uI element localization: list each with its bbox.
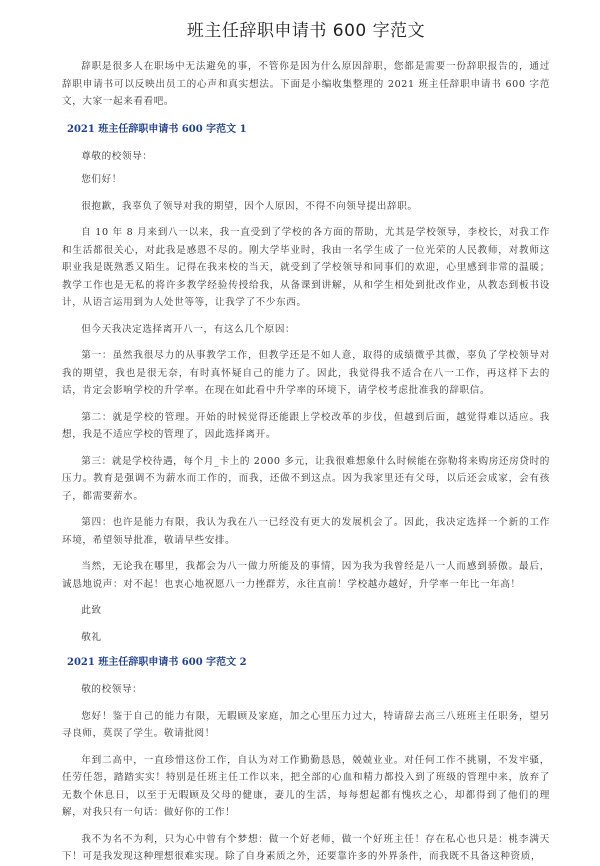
intro-paragraph: 辞职是很多人在职场中无法避免的事，不管你是因为什么原因辞职，您都是需要一份辞职报告的，通过辞职申请书可以反映出员工的心声和真实想法。下面是小编收集整理的 2021 班主任辞职申请书 600 字范文，大家一起来看看吧。 <box>62 61 550 107</box>
document-title: 班主任辞职申请书 600 字范文 <box>186 21 426 41</box>
body-paragraph: 第二：就是学校的管理。开始的时候觉得还能跟上学校改革的步伐，但越到后面，越觉得难以适应。我想，我是不适应学校的管理了，因此选择离开。 <box>62 411 550 440</box>
section-1-heading: 2021 班主任辞职申请书 600 字范文 1 <box>67 123 247 135</box>
salutation: 尊敬的校领导： <box>81 150 153 162</box>
body-paragraph: 第四：也许是能力有限，我认为我在八一已经没有更大的发展机会了。因此，我决定选择一个新的工作环境，希望领导批准，敬请早些安排。 <box>62 517 550 546</box>
closing-line: 敬礼 <box>81 631 102 643</box>
body-paragraph: 第一：虽然我很尽力的从事教学工作，但教学还是不如人意，取得的成绩微乎其微，辜负了学校领导对我的期望，我也是很无奈，有时真怀疑自己的能力了。因此，我觉得我不适合在八一工作，再这样下去的话，肯定会影响学校的升学率。在现在如此看中升学率的环境下，请学校考虑批准我的辞职信。 <box>62 350 550 396</box>
closing-line: 此致 <box>81 605 102 616</box>
section-2-heading: 2021 班主任辞职申请书 600 字范文 2 <box>67 657 247 668</box>
salutation: 敬的校领导： <box>81 684 143 695</box>
body-paragraph: 当然，无论我在哪里，我都会为八一做力所能及的事情，因为我为我曾经是八一人而感到骄傲。最后，诚恳地说声：对不起！也衷心地祝愿八一力挫群芳，永往直前！学校越办越好，升学率一年比一年高！ <box>62 561 550 590</box>
body-paragraph: 您好！鉴于自己的能力有限，无暇顾及家庭，加之心里压力过大，特请辞去高三八班班主任职务，望另寻良师，莫误了学生。敬请批阅！ <box>62 710 550 739</box>
body-paragraph: 年到二高中，一直珍惜这份工作，自认为对工作勤勤恳恳，兢兢业业。对任何工作不挑剔，不发牢骚，任劳任怨，踏踏实实！特别是任班主任工作以来，把全部的心血和精力都投入到了班级的管理中来，放弃了无数个休息日，以至于无暇顾及父母的健康，妻儿的生活，每每想起都有愧疚之心，却都得到了他们的理解，对我只有一句话：做好你的工作！ <box>62 754 550 818</box>
body-paragraph: 第三：就是学校待遇，每个月_卡上的 2000 多元，让我很难想象什么时候能在弥勒将来购房还房贷时的压力。教育是强调不为薪水而工作的，而我，还做不到这点。因为我家里还有父母，以后还会成家，会有孩子，都需要薪水。 <box>62 455 550 502</box>
greeting: 您们好！ <box>81 174 122 185</box>
body-paragraph: 很抱歉，我辜负了领导对我的期望，因个人原因，不得不向领导提出辞职。 <box>81 200 418 212</box>
body-paragraph: 我不为名不为利，只为心中曾有个梦想：做一个好老师，做一个好班主任！存在私心也只是：桃李满天下！可是我发现这种理想很难实现。除了自身素质之外，还要靠许多的外界条件，而我既不具备这种资质， <box>62 833 550 862</box>
body-paragraph: 自 10 年 8 月来到八一以来，我一直受到了学校的各方面的帮助，尤其是学校领导，李校长，对我工作和生活都很关心，对此我是感恩不尽的。刚大学毕业时，我由一名学生成了一位光荣的人民教师，对教师这职业我是既熟悉又陌生。记得在我来校的当天，就受到了学校领导和同事们的欢迎，心里感到非常的温暖；教学工作也是无私的将许多教学经验传授给我，从备课到讲解，从和学生相处到批改作业，从教态到板书设计，从语言运用到为人处世等等，让我学了不少东西。 <box>62 227 550 308</box>
body-paragraph: 但今天我决定选择离开八一，有这么几个原因： <box>81 323 296 335</box>
